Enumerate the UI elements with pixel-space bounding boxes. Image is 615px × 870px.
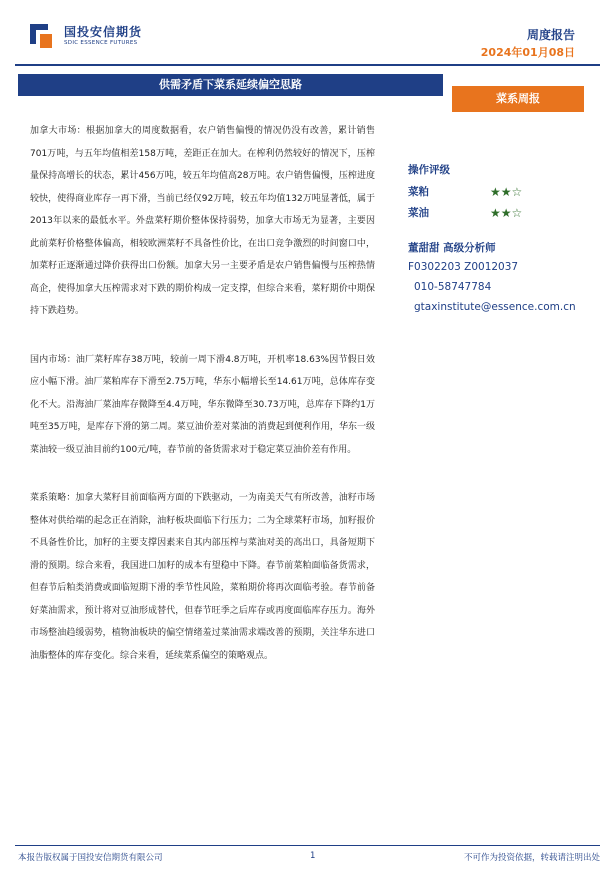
header-divider — [15, 64, 600, 66]
rating-stars-icon: ★★☆ — [490, 184, 523, 199]
report-date: 2024年01月08日 — [480, 46, 575, 59]
sidebar — [408, 162, 608, 317]
rating-stars-icon: ★★☆ — [490, 205, 523, 220]
page-number: 1 — [310, 851, 316, 861]
logo-mark-icon — [30, 24, 58, 48]
footer-divider — [15, 845, 600, 846]
paragraph-strategy: 菜系策略：加拿大菜籽目前面临两方面的下跌驱动，一为南美天气有所改善，油籽市场整体对供给端的起念正在消除，油籽板块面临下行压力；二为全球菜籽市场，加籽报价不具备性价比，加籽的主要支撑因素来自其内部压榨与菜油对美的高出口，具备短期下滑的预期。综合来看，我国进口加籽的成本有望稳中下降。春节前菜粕面临备货需求，但春节后粕类消费或面临短期下滑的季节性风险，菜粕期价将再次面临考验。春节前备好菜油需求，预计将对豆油形成替代，但春节旺季之后库存或再度面临库存压力。海外市场整油趋缓弱势，植物油板块的偏空情绪羞过菜油需求端改善的预期，关注华东进口油脂整体的库存变化。综合来看，延续菜系偏空的策略观点。 — [30, 493, 375, 661]
logo-cn-text: 国投安信期货 — [64, 25, 143, 39]
report-title: 供需矛盾下菜系延续偏空思路 — [18, 74, 443, 96]
rating-row-rapeseed-oil — [408, 202, 608, 223]
analyst-codes: F0302203 Z0012037 — [408, 261, 519, 273]
company-logo — [30, 24, 142, 48]
paragraph-domestic-market: 国内市场：油厂菜籽库存38万吨，较前一周下滑4.8万吨，开机率18.63%因节假日效应小幅下滑。油厂菜粕库存下滑至2.75万吨，华东小幅增长至14.61万吨，总体库存变化不大。沿海油厂菜油库存微降至4.4万吨，华东微降至30.73万吨，总库存下降约1万吨至35万吨，是库存下滑的第二周。菜豆油价差对菜油的消费起到便利作用，华东一级菜油较一级豆油目前约100元/吨，春节前的备货需求对于稳定菜豆油价差有作用。 — [30, 354, 375, 455]
footer-disclaimer: 不可作为投资依据，转载请注明出处 — [463, 853, 600, 863]
rating-row-rapeseed-meal — [408, 181, 608, 202]
paragraph-canada-market: 加拿大市场：根据加拿大的周度数据看，农户销售偏慢的情况仍没有改善，累计销售701万吨，与五年均值相差158万吨，差距正在加大。在榨利仍然较好的情况下，压榨量保持高增长的状态，累计456万吨，较五年均值高28万吨。农户销售偏慢，压榨进度较快，使得商业库存一再下滑，当前已经仅92万吨，较五年均值132万吨显著低，属于2013年以来的最低水平。外盘菜籽期价整体保持弱势，加拿大市场无为显著，主要因此前菜籽价格整体偏高，相较欧洲菜籽不具备性价比，在出口竞争激烈的时间窗口中，加菜籽正逐渐通过降价获得出口份额。加拿大另一主要矛盾是农户销售偏慢与压榨热情高企，使得加拿大压榨需求对下跌的期价构成一定支撑，但综合来看，菜籽期价中期保持下跌趋势。 — [30, 126, 375, 316]
report-tag: 菜系周报 — [452, 86, 584, 112]
analyst-phone: 010-58747784 — [414, 281, 492, 293]
logo-en-text: SDIC ESSENCE FUTURES — [64, 40, 138, 46]
analyst-email[interactable]: gtaxinstitute@essence.com.cn — [414, 301, 576, 313]
analyst-name: 董甜甜 高级分析师 — [408, 242, 496, 254]
rating-name: 菜粕 — [408, 186, 429, 198]
report-type: 周度报告 — [526, 28, 575, 42]
rating-name: 菜油 — [408, 207, 429, 219]
footer-copyright: 本报告版权属于国投安信期货有限公司 — [18, 853, 163, 863]
main-body — [30, 120, 375, 693]
rating-title: 操作评级 — [408, 164, 450, 176]
